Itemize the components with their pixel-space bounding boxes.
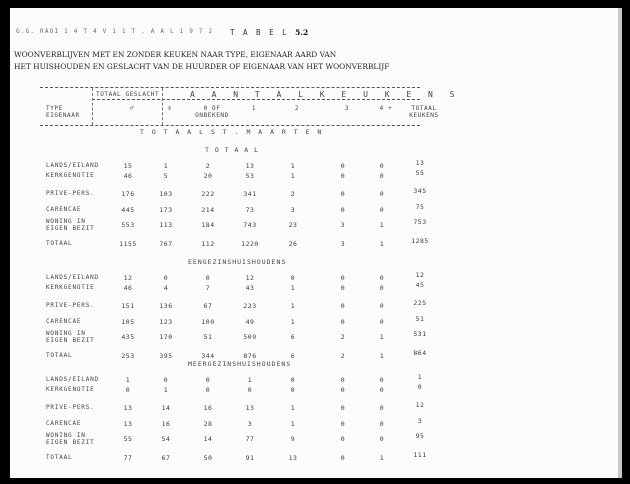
header-divider bbox=[92, 88, 93, 125]
table-cell: 16 bbox=[161, 420, 171, 428]
table-cell: 3 bbox=[247, 420, 253, 428]
table-cell: 13 bbox=[415, 159, 425, 167]
row-label: WONING IN EIGEN BEZIT bbox=[46, 432, 95, 446]
table-cell: 6 bbox=[290, 352, 296, 360]
table-cell: 13 bbox=[245, 162, 255, 170]
table-cell: 12 bbox=[415, 271, 425, 279]
table-cell: 0 bbox=[379, 190, 385, 198]
table-cell: 28 bbox=[203, 420, 213, 428]
table-cell: 0 bbox=[205, 386, 211, 394]
column-header: 0 OF ONBEKEND bbox=[195, 105, 229, 119]
table-cell: 2 bbox=[205, 162, 211, 170]
table-cell: 1 bbox=[379, 352, 385, 360]
table-cell: 0 bbox=[340, 420, 346, 428]
top-reference: G.G. RAOI 1 4 T 4 V 1 1 T . A A L 1 9 7 2 bbox=[16, 28, 214, 35]
row-label: KERKGENOTIE bbox=[46, 386, 95, 393]
document-page bbox=[10, 8, 618, 478]
table-cell: 0 bbox=[247, 386, 253, 394]
column-header: 2 bbox=[294, 105, 300, 112]
table-cell: 77 bbox=[245, 435, 255, 443]
table-cell: 176 bbox=[121, 190, 135, 198]
table-cell: 173 bbox=[159, 206, 173, 214]
table-cell: 15 bbox=[123, 162, 133, 170]
table-cell: 341 bbox=[243, 190, 257, 198]
table-cell: 50 bbox=[203, 454, 213, 462]
header-rule-bottom bbox=[40, 125, 420, 126]
row-label: TOTAAL bbox=[46, 454, 73, 461]
table-cell: 0 bbox=[340, 302, 346, 310]
table-cell: 3 bbox=[340, 221, 346, 229]
table-cell: 1 bbox=[379, 240, 385, 248]
table-cell: 151 bbox=[121, 302, 135, 310]
table-cell: 0 bbox=[340, 376, 346, 384]
column-header: 4 + bbox=[379, 105, 393, 112]
table-cell: 0 bbox=[379, 376, 385, 384]
table-cell: 67 bbox=[203, 302, 213, 310]
row-label: TOTAAL bbox=[46, 240, 73, 247]
table-cell: 12 bbox=[245, 274, 255, 282]
table-cell: 214 bbox=[201, 206, 215, 214]
header-rule-top bbox=[40, 87, 420, 88]
table-cell: 0 bbox=[379, 162, 385, 170]
table-cell: 1 bbox=[290, 302, 296, 310]
table-cell: 753 bbox=[413, 218, 427, 226]
table-cell: 222 bbox=[201, 190, 215, 198]
table-cell: 5 bbox=[163, 172, 169, 180]
table-cell: 14 bbox=[203, 435, 213, 443]
table-cell: 1 bbox=[417, 373, 423, 381]
table-cell: 509 bbox=[243, 333, 257, 341]
row-label: KERKGENOTIE bbox=[46, 284, 95, 291]
row-label: PRIVE-PERS. bbox=[46, 302, 95, 309]
type-eigenaar-label: TYPE EIGENAAR bbox=[46, 105, 80, 119]
table-cell: 1 bbox=[290, 284, 296, 292]
table-cell: 3 bbox=[417, 417, 423, 425]
table-cell: 184 bbox=[201, 221, 215, 229]
table-cell: 1285 bbox=[411, 237, 429, 245]
table-cell: 0 bbox=[379, 420, 385, 428]
table-cell: 0 bbox=[379, 284, 385, 292]
column-header: 3 bbox=[344, 105, 350, 112]
table-cell: 225 bbox=[413, 299, 427, 307]
table-cell: 9 bbox=[290, 435, 296, 443]
table-cell: 95 bbox=[415, 432, 425, 440]
table-title-line2: HET HUISHOUDEN EN GESLACHT VAN DE HUURDER OF EIGENAAR VAN HET WOONVERBLIJF bbox=[14, 62, 390, 71]
table-cell: 0 bbox=[163, 376, 169, 384]
table-cell: 0 bbox=[205, 376, 211, 384]
table-cell: 0 bbox=[290, 274, 296, 282]
row-label: CARENCAE bbox=[46, 318, 82, 325]
table-cell: 395 bbox=[159, 352, 173, 360]
row-label: LANDS/EILAND bbox=[46, 162, 99, 169]
table-cell: 345 bbox=[413, 187, 427, 195]
table-cell: 223 bbox=[243, 302, 257, 310]
table-cell: 767 bbox=[159, 240, 173, 248]
table-cell: 13 bbox=[245, 404, 255, 412]
table-cell: 100 bbox=[201, 318, 215, 326]
column-header: ♂ bbox=[129, 105, 135, 112]
table-cell: 73 bbox=[245, 206, 255, 214]
table-cell: 0 bbox=[340, 206, 346, 214]
tabel-number-value: 5.2 bbox=[295, 28, 309, 37]
table-cell: 0 bbox=[340, 318, 346, 326]
table-cell: 13 bbox=[288, 454, 298, 462]
row-label: KERKGENOTIE bbox=[46, 172, 95, 179]
table-cell: 1220 bbox=[241, 240, 259, 248]
table-cell: 0 bbox=[340, 435, 346, 443]
row-label: LANDS/EILAND bbox=[46, 376, 99, 383]
table-cell: 23 bbox=[288, 221, 298, 229]
table-cell: 67 bbox=[161, 454, 171, 462]
table-cell: 743 bbox=[243, 221, 257, 229]
table-cell: 0 bbox=[417, 383, 423, 391]
table-cell: 4 bbox=[163, 284, 169, 292]
table-cell: 0 bbox=[340, 454, 346, 462]
table-cell: 12 bbox=[415, 401, 425, 409]
header-rule-mid bbox=[92, 99, 420, 100]
table-cell: 2 bbox=[340, 333, 346, 341]
row-label: TOTAAL bbox=[46, 352, 73, 359]
table-cell: 0 bbox=[125, 386, 131, 394]
table-cell: 0 bbox=[379, 386, 385, 394]
table-cell: 54 bbox=[161, 435, 171, 443]
section-title: EENGEZINSHUISHOUDENS bbox=[188, 258, 287, 266]
table-cell: 1 bbox=[379, 221, 385, 229]
table-cell: 0 bbox=[340, 172, 346, 180]
table-cell: 16 bbox=[203, 404, 213, 412]
table-cell: 0 bbox=[340, 162, 346, 170]
table-cell: 1 bbox=[125, 376, 131, 384]
table-cell: 43 bbox=[245, 284, 255, 292]
table-cell: 6 bbox=[290, 333, 296, 341]
table-cell: 55 bbox=[123, 435, 133, 443]
row-label: CARENCAE bbox=[46, 206, 82, 213]
row-label: WONING IN EIGEN BEZIT bbox=[46, 218, 95, 232]
table-cell: 1 bbox=[290, 318, 296, 326]
table-cell: 77 bbox=[123, 454, 133, 462]
table-cell: 0 bbox=[379, 302, 385, 310]
table-subtitle: T O T A A L S T . M A A R T E N bbox=[140, 128, 324, 136]
column-header: ♀ bbox=[167, 105, 173, 112]
table-cell: 0 bbox=[205, 274, 211, 282]
table-cell: 75 bbox=[415, 203, 425, 211]
table-cell: 13 bbox=[123, 420, 133, 428]
aantal-keukens-label: A A N T A L K E U K E N S bbox=[190, 90, 461, 99]
table-cell: 53 bbox=[245, 172, 255, 180]
table-cell: 0 bbox=[379, 435, 385, 443]
table-cell: 105 bbox=[121, 318, 135, 326]
table-number bbox=[230, 28, 308, 37]
table-cell: 123 bbox=[159, 318, 173, 326]
table-cell: 435 bbox=[121, 333, 135, 341]
table-cell: 49 bbox=[245, 318, 255, 326]
table-cell: 111 bbox=[413, 451, 427, 459]
table-cell: 2 bbox=[340, 352, 346, 360]
table-cell: 1 bbox=[290, 404, 296, 412]
table-cell: 112 bbox=[201, 240, 215, 248]
table-cell: 13 bbox=[123, 404, 133, 412]
table-cell: 14 bbox=[161, 404, 171, 412]
row-label: PRIVE-PERS. bbox=[46, 190, 95, 197]
table-cell: 1155 bbox=[119, 240, 137, 248]
table-cell: 0 bbox=[340, 404, 346, 412]
table-cell: 553 bbox=[121, 221, 135, 229]
table-cell: 0 bbox=[379, 274, 385, 282]
table-cell: 0 bbox=[340, 190, 346, 198]
table-cell: 864 bbox=[413, 349, 427, 357]
table-cell: 1 bbox=[163, 386, 169, 394]
table-cell: 1 bbox=[379, 454, 385, 462]
table-cell: 1 bbox=[163, 162, 169, 170]
column-header: TOTAAL KEUKENS bbox=[409, 105, 439, 119]
table-cell: 20 bbox=[203, 172, 213, 180]
table-cell: 3 bbox=[290, 206, 296, 214]
table-cell: 3 bbox=[340, 240, 346, 248]
column-header: 1 bbox=[251, 105, 257, 112]
table-cell: 445 bbox=[121, 206, 135, 214]
table-cell: 46 bbox=[123, 284, 133, 292]
table-cell: 344 bbox=[201, 352, 215, 360]
table-cell: 26 bbox=[288, 240, 298, 248]
table-cell: 12 bbox=[123, 274, 133, 282]
table-cell: 113 bbox=[159, 221, 173, 229]
table-cell: 531 bbox=[413, 330, 427, 338]
group-label: TOTAAL GESLACHT bbox=[96, 91, 160, 98]
table-cell: 0 bbox=[379, 172, 385, 180]
section-title: T O T A A L bbox=[205, 146, 260, 154]
table-cell: 51 bbox=[415, 315, 425, 323]
table-cell: 7 bbox=[205, 284, 211, 292]
section-title: MEERGEZINSHUISHOUDENS bbox=[188, 360, 292, 368]
table-cell: 51 bbox=[203, 333, 213, 341]
table-cell: 0 bbox=[290, 386, 296, 394]
row-label: CARENCAE bbox=[46, 420, 82, 427]
table-cell: 91 bbox=[245, 454, 255, 462]
row-label: LANDS/EILAND bbox=[46, 274, 99, 281]
table-cell: 103 bbox=[159, 190, 173, 198]
table-cell: 0 bbox=[340, 274, 346, 282]
table-cell: 170 bbox=[159, 333, 173, 341]
table-cell: 0 bbox=[379, 318, 385, 326]
table-cell: 1 bbox=[379, 333, 385, 341]
table-cell: 0 bbox=[379, 404, 385, 412]
tabel-prefix: T A B E L bbox=[230, 28, 289, 37]
table-cell: 2 bbox=[290, 190, 296, 198]
table-cell: 46 bbox=[123, 172, 133, 180]
table-cell: 55 bbox=[415, 169, 425, 177]
table-cell: 0 bbox=[340, 386, 346, 394]
table-cell: 0 bbox=[290, 376, 296, 384]
table-cell: 0 bbox=[379, 206, 385, 214]
table-cell: 0 bbox=[340, 284, 346, 292]
table-cell: 136 bbox=[159, 302, 173, 310]
row-label: WONING IN EIGEN BEZIT bbox=[46, 330, 95, 344]
row-label: PRIVE-PERS. bbox=[46, 404, 95, 411]
table-cell: 876 bbox=[243, 352, 257, 360]
table-cell: 1 bbox=[290, 420, 296, 428]
table-title-line1: WOONVERBLIJVEN MET EN ZONDER KEUKEN NAAR TYPE, EIGENAAR AARD VAN bbox=[14, 50, 337, 59]
table-cell: 1 bbox=[290, 162, 296, 170]
table-cell: 1 bbox=[247, 376, 253, 384]
table-cell: 0 bbox=[163, 274, 169, 282]
table-cell: 253 bbox=[121, 352, 135, 360]
table-cell: 1 bbox=[290, 172, 296, 180]
table-cell: 45 bbox=[415, 281, 425, 289]
